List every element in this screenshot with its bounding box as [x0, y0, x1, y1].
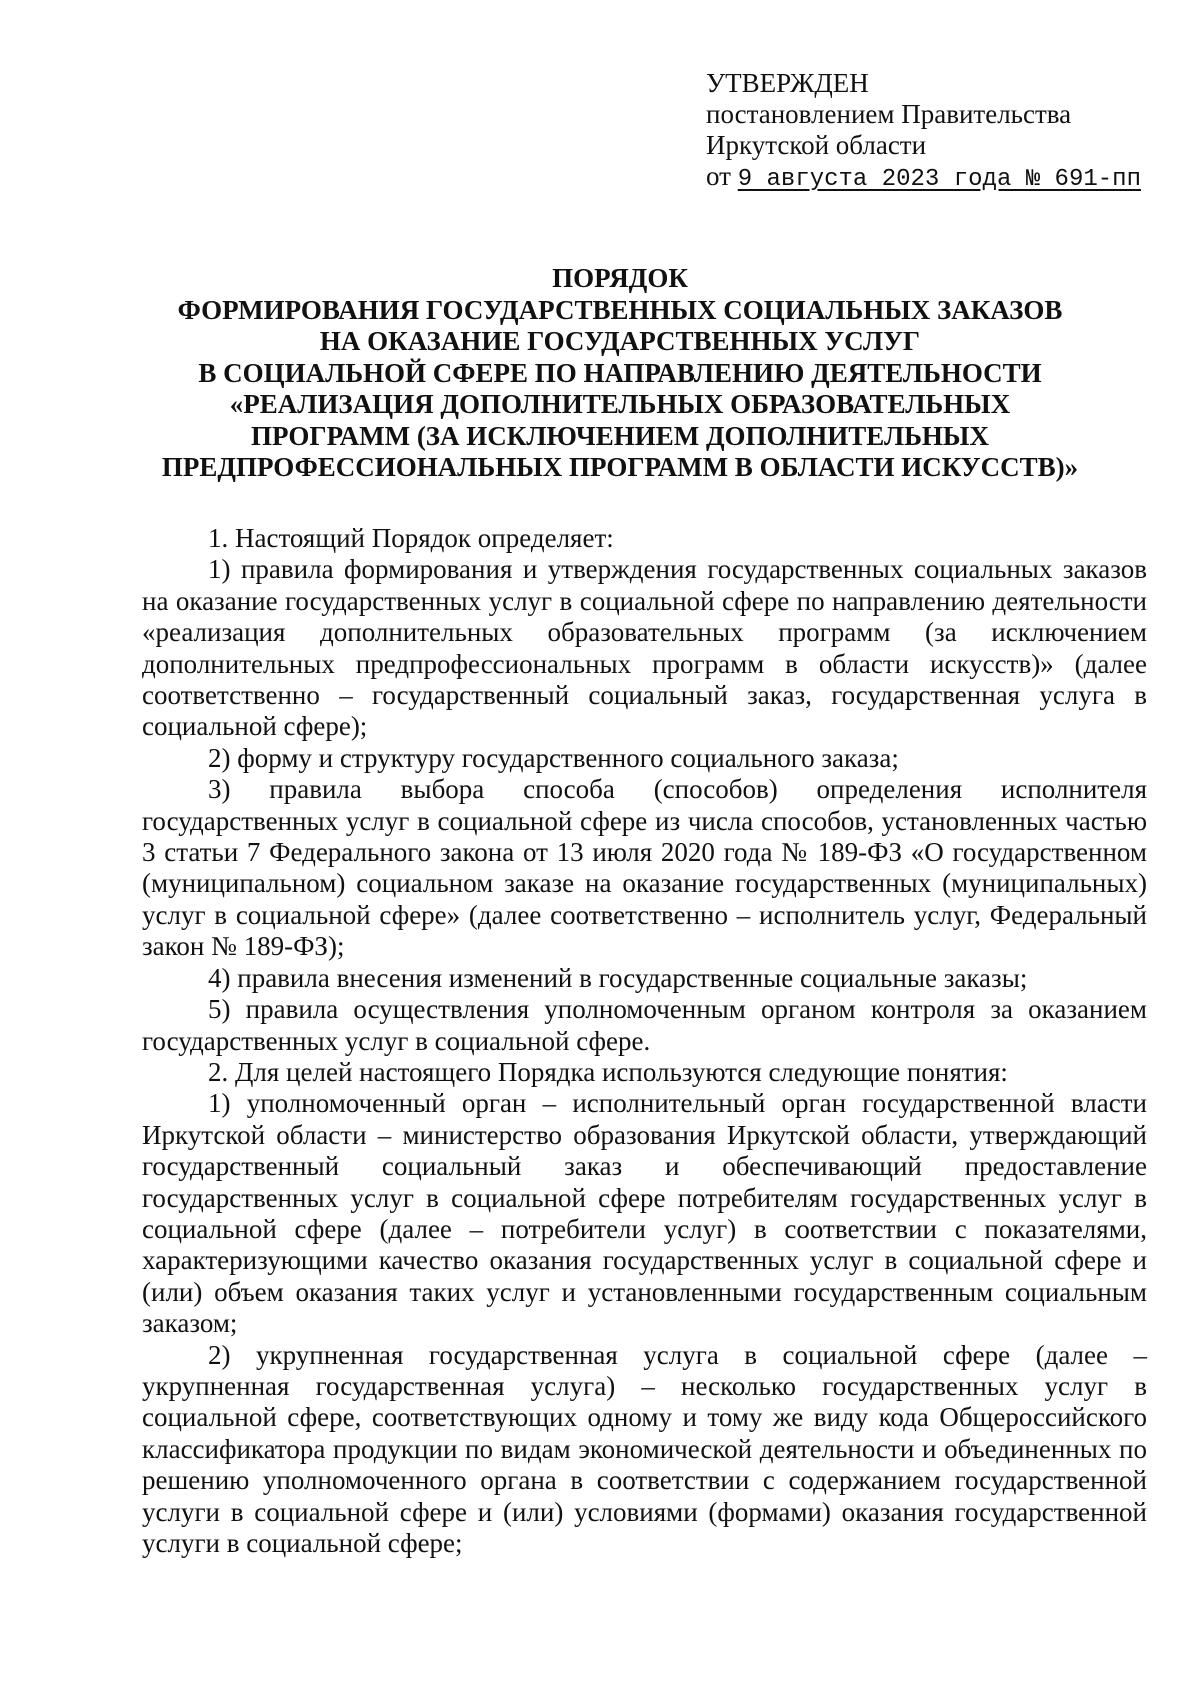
approval-heading: УТВЕРЖДЕН	[706, 68, 869, 98]
title-line: «РЕАЛИЗАЦИЯ ДОПОЛНИТЕЛЬНЫХ ОБРАЗОВАТЕЛЬНЫХ	[229, 389, 1011, 419]
paragraph-2-item-1: 1) уполномоченный орган – исполнительный орган государственной власти Иркутской области – министерство образования Иркутской области, утверждающий государственный социальный заказ и обеспечивающий предоставление государственных услуг в социальной сфере потребителям государственных услуг в социальной сфере (далее – потребители услуг) в соответствии с показателями, характеризующими качество оказания государственных услуг в социальной сфере и (или) объем оказания таких услуг и установленными государственным социальным заказом;	[142, 1088, 1147, 1339]
title-line: ПРОГРАММ (ЗА ИСКЛЮЧЕНИЕМ ДОПОЛНИТЕЛЬНЫХ	[251, 420, 989, 451]
title-line: ПОРЯДОК	[552, 263, 688, 293]
paragraph-1-item-1: 1) правила формирования и утверждения государственных социальных заказов на оказание государственных услуг в социальной сфере по направлению деятельности «реализация дополнительных образовательных программ (за исключением дополнительных предпрофессиональных программ в области искусств)» (далее соответственно – государственный социальный заказ, государственная услуга в социальной сфере);	[142, 554, 1147, 742]
document-title	[110, 263, 1130, 484]
paragraph-1-item-5: 5) правила осуществления уполномоченным органом контроля за оказанием государственных услуг в социальной сфере.	[142, 994, 1147, 1056]
approval-date-prefix: от	[706, 161, 731, 191]
title-line: ФОРМИРОВАНИЯ ГОСУДАРСТВЕННЫХ СОЦИАЛЬНЫХ ЗАКАЗОВ	[177, 294, 1063, 325]
paragraph-1-intro: 1. Настоящий Порядок определяет:	[208, 523, 614, 553]
paragraph-2-intro: 2. Для целей настоящего Порядка используются следующие понятия:	[208, 1056, 1008, 1087]
document-body	[142, 523, 1147, 1559]
paragraph-1-item-2: 2) форму и структуру государственного социального заказа;	[208, 742, 899, 773]
approval-authority: постановлением Правительства	[706, 99, 1072, 129]
paragraph-1-item-4: 4) правила внесения изменений в государственные социальные заказы;	[208, 962, 1028, 993]
approval-date: 9 августа 2023 года № 691-пп	[737, 166, 1141, 193]
approval-date-line	[706, 161, 1166, 195]
title-line: В СОЦИАЛЬНОЙ СФЕРЕ ПО НАПРАВЛЕНИЮ ДЕЯТЕЛЬНОСТИ	[198, 357, 1042, 388]
paragraph-1-item-3: 3) правила выбора способа (способов) определения исполнителя государственных услуг в социальной сфере из числа способов, установленных частью 3 статьи 7 Федерального закона от 13 июля 2020 года № 189-ФЗ «О государственном (муниципальном) социальном заказе на оказание государственных (муниципальных) услуг в социальной сфере» (далее соответственно – исполнитель услуг, Федеральный закон № 189-ФЗ);	[142, 774, 1147, 962]
approval-region: Иркутской области	[706, 130, 927, 160]
title-line: НА ОКАЗАНИЕ ГОСУДАРСТВЕННЫХ УСЛУГ	[319, 326, 921, 356]
paragraph-2-item-2: 2) укрупненная государственная услуга в социальной сфере (далее – укрупненная государственная услуга) – несколько государственных услуг в социальной сфере, соответствующих одному и тому же виду кода Общероссийского классификатора продукции по видам экономической деятельности и объединенных по решению уполномоченного органа в соответствии с содержанием государственной услуги в социальной сфере и (или) условиями (формами) оказания государственной услуги в социальной сфере;	[142, 1339, 1147, 1558]
approval-stamp	[706, 68, 1166, 195]
title-line: ПРЕДПРОФЕССИОНАЛЬНЫХ ПРОГРАММ В ОБЛАСТИ ИСКУССТВ)»	[161, 452, 1079, 482]
